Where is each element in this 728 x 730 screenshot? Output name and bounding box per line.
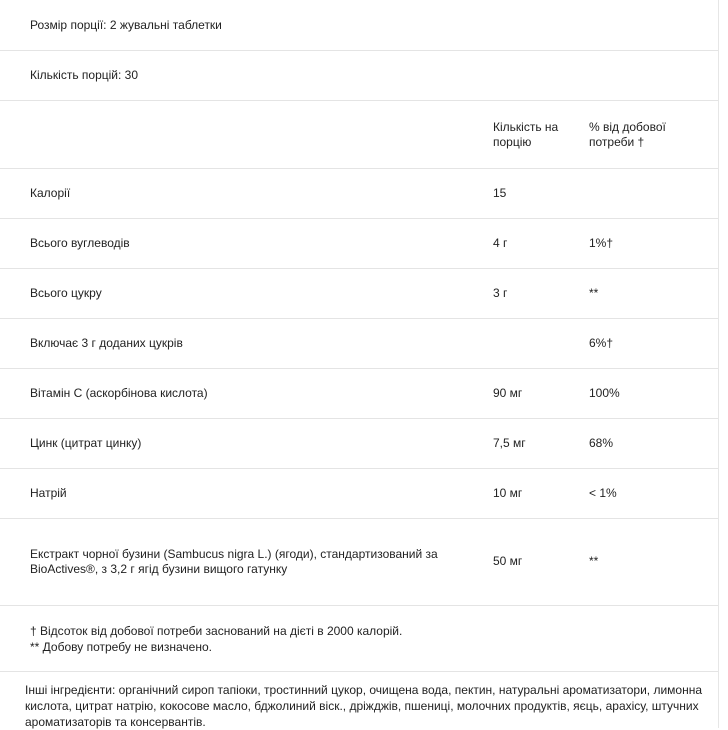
nutrient-name: Вітамін С (аскорбінова кислота) <box>30 386 208 400</box>
other-ingredients: Інші інгредієнти: органічний сироп тапіоки, тростинний цукор, очищена вода, пектин, натуральні ароматизатори, лимонна кислота, цитрат натрію, кокосове масло, бджолиний віск., дріжджів, пшениці, молочних продуктів, яєць, арахісу, штучних ароматизаторів та консервантів. <box>25 683 703 729</box>
nutrient-name: Цинк (цитрат цинку) <box>30 436 142 450</box>
table-row <box>0 169 718 219</box>
footnote-not-established: ** Добову потребу не визначено. <box>30 640 212 654</box>
serving-size: Розмір порції: 2 жувальні таблетки <box>30 18 222 32</box>
nutrient-amount: 3 г <box>493 286 508 300</box>
footnotes <box>30 623 402 655</box>
nutrient-name: Всього вуглеводів <box>30 236 130 250</box>
footnote-daily-value: † Відсоток від добової потреби заснований на дієті в 2000 калорій. <box>30 624 403 638</box>
nutrient-daily-value: 1%† <box>589 236 614 250</box>
table-row <box>0 419 718 469</box>
nutrient-amount: 7,5 мг <box>493 436 526 450</box>
table-header-row <box>0 101 718 169</box>
servings-per-container-row <box>0 51 718 101</box>
servings-per-container: Кількість порцій: 30 <box>30 68 139 82</box>
table-row <box>0 269 718 319</box>
nutrient-amount: 4 г <box>493 236 508 250</box>
nutrient-daily-value: 6%† <box>589 336 614 350</box>
nutrient-daily-value: 68% <box>589 436 614 450</box>
ingredients-divider <box>0 671 718 672</box>
serving-size-row <box>0 0 718 51</box>
nutrient-amount: 15 <box>493 186 507 200</box>
table-row <box>0 469 718 519</box>
amount-header: Кількість на порцію <box>493 120 559 149</box>
table-row <box>0 369 718 419</box>
nutrient-amount: 10 мг <box>493 486 523 500</box>
table-row <box>0 319 718 369</box>
table-row <box>0 519 718 606</box>
nutrient-daily-value: < 1% <box>589 486 617 500</box>
table-row <box>0 219 718 269</box>
nutrient-amount: 50 мг <box>493 554 523 568</box>
nutrient-name: Екстракт чорної бузини (Sambucus nigra L.) (ягоди), стандартизований за BioActives®, з 3,2 г ягід бузини вищого гатунку <box>30 547 438 576</box>
nutrient-daily-value: ** <box>589 286 599 300</box>
nutrient-amount: 90 мг <box>493 386 523 400</box>
nutrient-daily-value: 100% <box>589 386 620 400</box>
nutrient-name: Натрій <box>30 486 67 500</box>
nutrient-name: Калорії <box>30 186 71 200</box>
nutrient-daily-value: ** <box>589 554 599 568</box>
nutrient-name: Включає 3 г доданих цукрів <box>30 336 183 350</box>
daily-value-header: % від добової потреби † <box>589 120 666 149</box>
nutrient-name: Всього цукру <box>30 286 102 300</box>
